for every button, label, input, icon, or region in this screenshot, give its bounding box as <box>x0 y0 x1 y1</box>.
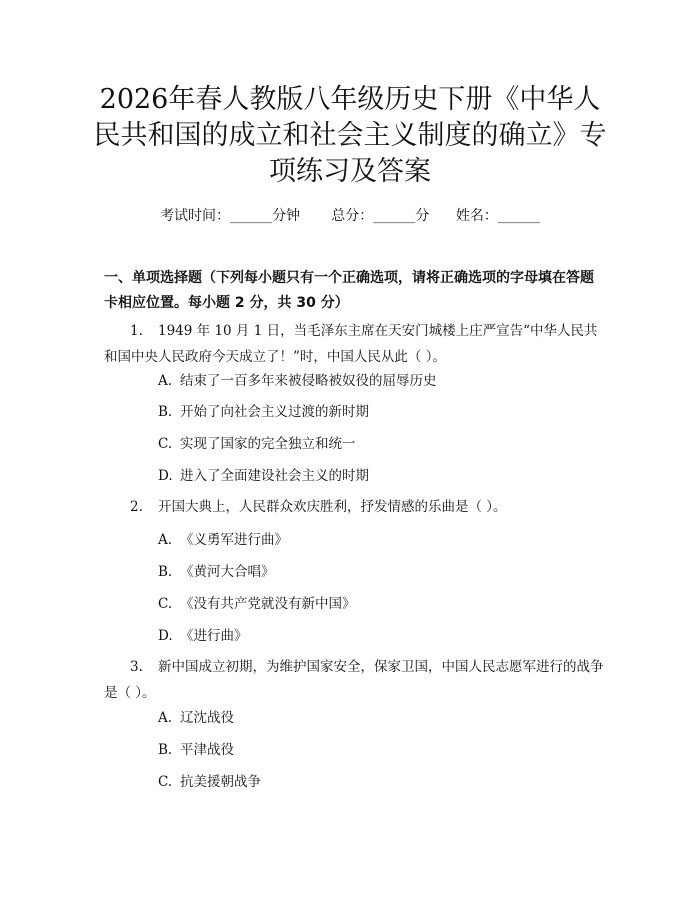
question-2-option-c <box>158 594 598 614</box>
question-text: 新中国成立初期，为维护国家安全，保家卫国，中国人民志愿军进行的战争是（ ）。 <box>104 659 604 701</box>
name-label: 姓名： <box>455 208 498 224</box>
question-text: 开国大典上，人民群众欢庆胜利，抒发情感的乐曲是（ ）。 <box>158 499 507 515</box>
name-blank: ______ <box>497 208 540 224</box>
option-text: 《没有共产党就没有新中国》 <box>180 596 356 612</box>
exam-time-label: 考试时间： <box>160 208 231 224</box>
option-text: 开始了向社会主义过渡的新时期 <box>180 404 369 420</box>
question-text: 1949 年 10 月 1 日，当毛泽东主席在天安门城楼上庄严宣告“中华人民共和国中央人民政府今天成立了！”时，中国人民从此（ ）。 <box>104 323 598 365</box>
option-letter: A. <box>158 532 173 548</box>
question-1 <box>104 318 604 370</box>
question-1-option-d <box>158 466 598 486</box>
option-text: 《义勇军进行曲》 <box>180 532 288 548</box>
option-letter: A. <box>158 710 173 726</box>
option-text: 抗美援朝战争 <box>180 774 261 790</box>
question-1-option-b <box>158 402 598 422</box>
question-3-option-a <box>158 708 598 728</box>
document-title: 2026年春人教版八年级历史下册《中华人民共和国的成立和社会主义制度的确立》专项练习及答案 <box>93 84 607 187</box>
option-letter: D. <box>158 628 173 644</box>
question-2-option-d <box>158 626 598 646</box>
exam-time-blank: ______ <box>230 208 273 224</box>
option-text: 结束了一百多年来被侵略被奴役的屈辱历史 <box>180 373 437 389</box>
exam-time-unit: 分钟 <box>272 208 301 224</box>
question-3-option-b <box>158 740 598 760</box>
question-2 <box>104 494 604 520</box>
total-score-unit: 分 <box>415 208 430 224</box>
question-3-option-c <box>158 772 598 792</box>
option-text: 《黄河大合唱》 <box>180 564 275 580</box>
option-text: 《进行曲》 <box>180 628 248 644</box>
option-letter: B. <box>158 404 173 420</box>
option-letter: C. <box>158 436 173 452</box>
option-text: 实现了国家的完全独立和统一 <box>180 436 356 452</box>
total-score-blank: ______ <box>373 208 416 224</box>
option-text: 进入了全面建设社会主义的时期 <box>180 468 369 484</box>
option-letter: D. <box>158 468 173 484</box>
option-letter: B. <box>158 564 173 580</box>
option-letter: C. <box>158 774 173 790</box>
exam-meta-line <box>0 206 700 226</box>
question-2-option-a <box>158 530 598 550</box>
option-text: 平津战役 <box>180 742 234 758</box>
question-1-option-c <box>158 434 598 454</box>
question-3 <box>104 654 604 706</box>
question-number: 1. <box>130 323 143 339</box>
question-2-option-b <box>158 562 598 582</box>
total-score-label: 总分： <box>331 208 374 224</box>
option-letter: C. <box>158 596 173 612</box>
option-letter: B. <box>158 742 173 758</box>
question-number: 3. <box>130 659 143 675</box>
question-number: 2. <box>130 499 143 515</box>
section-heading: 一、单项选择题（下列每小题只有一个正确选项，请将正确选项的字母填在答题卡相应位置。每小题 2 分，共 30 分） <box>104 270 594 311</box>
question-1-option-a <box>158 371 598 391</box>
option-letter: A. <box>158 373 173 389</box>
option-text: 辽沈战役 <box>180 710 234 726</box>
